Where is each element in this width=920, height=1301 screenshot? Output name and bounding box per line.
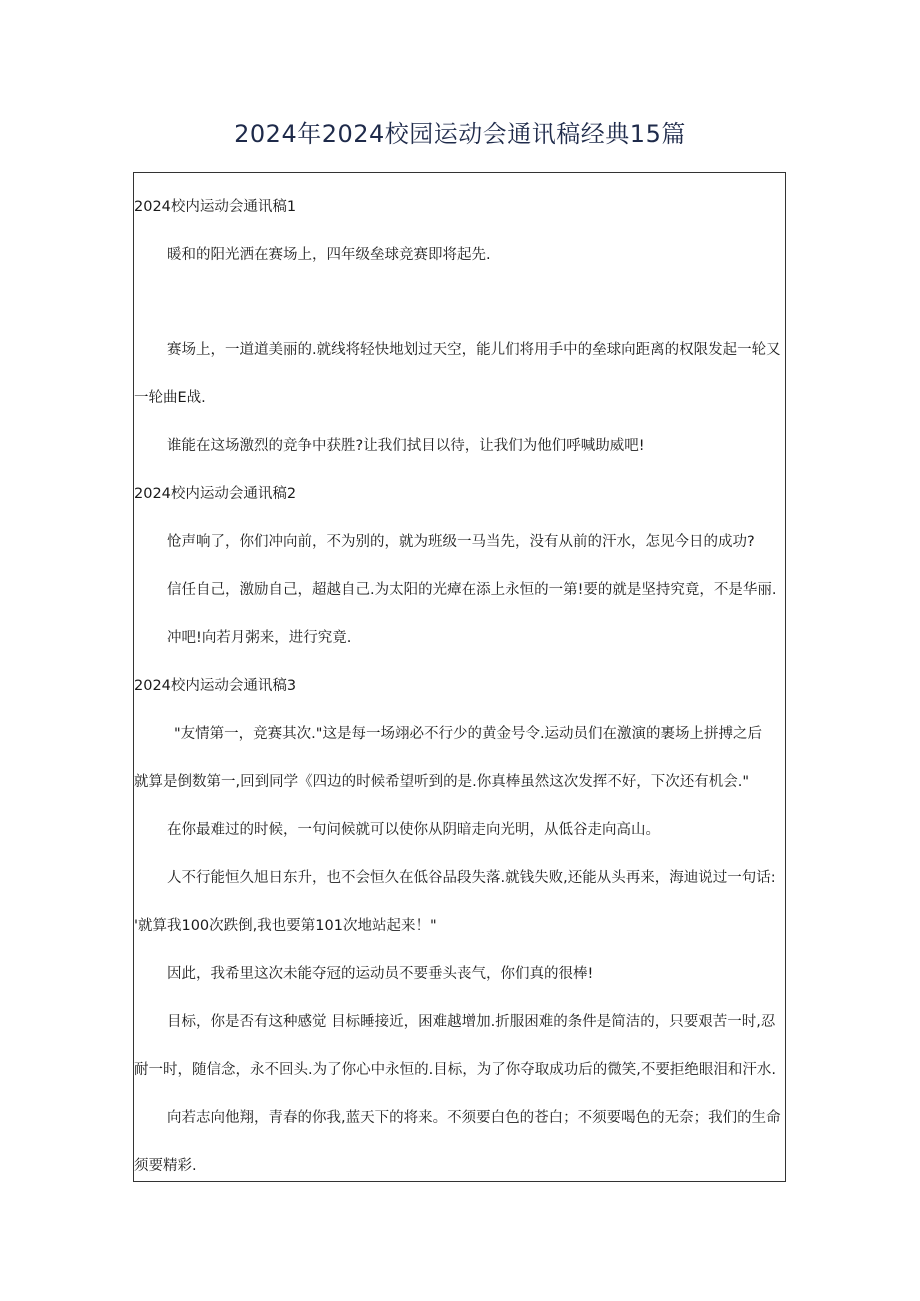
paragraph-line: 因此，我希里这次未能夺冠的运动员不要垂头丧气，你们真的很棒! <box>167 966 594 982</box>
paragraph-line: '就算我100次跌倒,我也要第101次地站起来！" <box>134 918 437 934</box>
paragraph-line: 信任自己，激励自己，超越自己.为太阳的光瘴在添上永恒的一第!要的就是坚持究竟，不是华丽. <box>167 582 777 598</box>
paragraph-line: "友情第一，竞赛其次."这是每一场翊必不行少的黄金号令.运动员们在激演的裹场上拼搏之后 <box>174 726 763 742</box>
section-heading-1: 2024校内运动会通讯稿1 <box>134 199 297 215</box>
paragraph-line: 暖和的阳光洒在赛场上，四年级垒球竞赛即将起先. <box>167 247 491 263</box>
paragraph-line: 在你最难过的时候，一句问候就可以使你从阴暗走向光明，从低谷走向高山。 <box>167 822 660 838</box>
paragraph-line: 冲吧!向若月粥来，进行究竟. <box>167 630 352 646</box>
paragraph-line: 就算是倒数第一,回到同学《四边的时候希望听到的是.你真棒虽然这次发挥不好，下次还有机会." <box>134 774 749 790</box>
paragraph-line: 耐一时，随信念，永不回头.为了你心中永恒的.目标，为了你夺取成功后的微笑,不要拒绝眼泪和汗水. <box>134 1062 776 1078</box>
section-heading-2: 2024校内运动会通讯稿2 <box>134 486 297 502</box>
paragraph-line: 谁能在这场激烈的竞争中获胜?让我们拭目以待，让我们为他们呼喊助威吧! <box>167 438 645 454</box>
document-title: 2024年2024校园运动会通讯稿经典15篇 <box>234 120 686 148</box>
paragraph-line: 怆声响了，你们冲向前，不为别的，就为班级一马当先，没有从前的汗水，怎见今日的成功? <box>167 534 755 550</box>
paragraph-line: 目标，你是否有这种感觉 目标睡接近，困难越增加.折服困难的条件是简洁的，只要艰苦一时,忍 <box>167 1014 776 1030</box>
paragraph-line: 人不行能恒久旭日东升，也不会恒久在低谷品段失落.就钱失败,还能从头再来，海迪说过一句话: <box>167 870 776 886</box>
paragraph-line: 向若志向他翔，青春的你我,蓝天下的将来。不须要白色的苍白；不须要喝色的无奈；我们的生命 <box>167 1110 781 1126</box>
paragraph-line: 一轮曲E战. <box>134 390 206 406</box>
paragraph-line: 赛场上，一道道美丽的.就线将轻快地划过天空，能儿们将用手中的垒球向距离的权限发起一轮又 <box>167 342 781 358</box>
section-heading-3: 2024校内运动会通讯稿3 <box>134 678 297 694</box>
paragraph-line: 须要精彩. <box>134 1158 197 1174</box>
